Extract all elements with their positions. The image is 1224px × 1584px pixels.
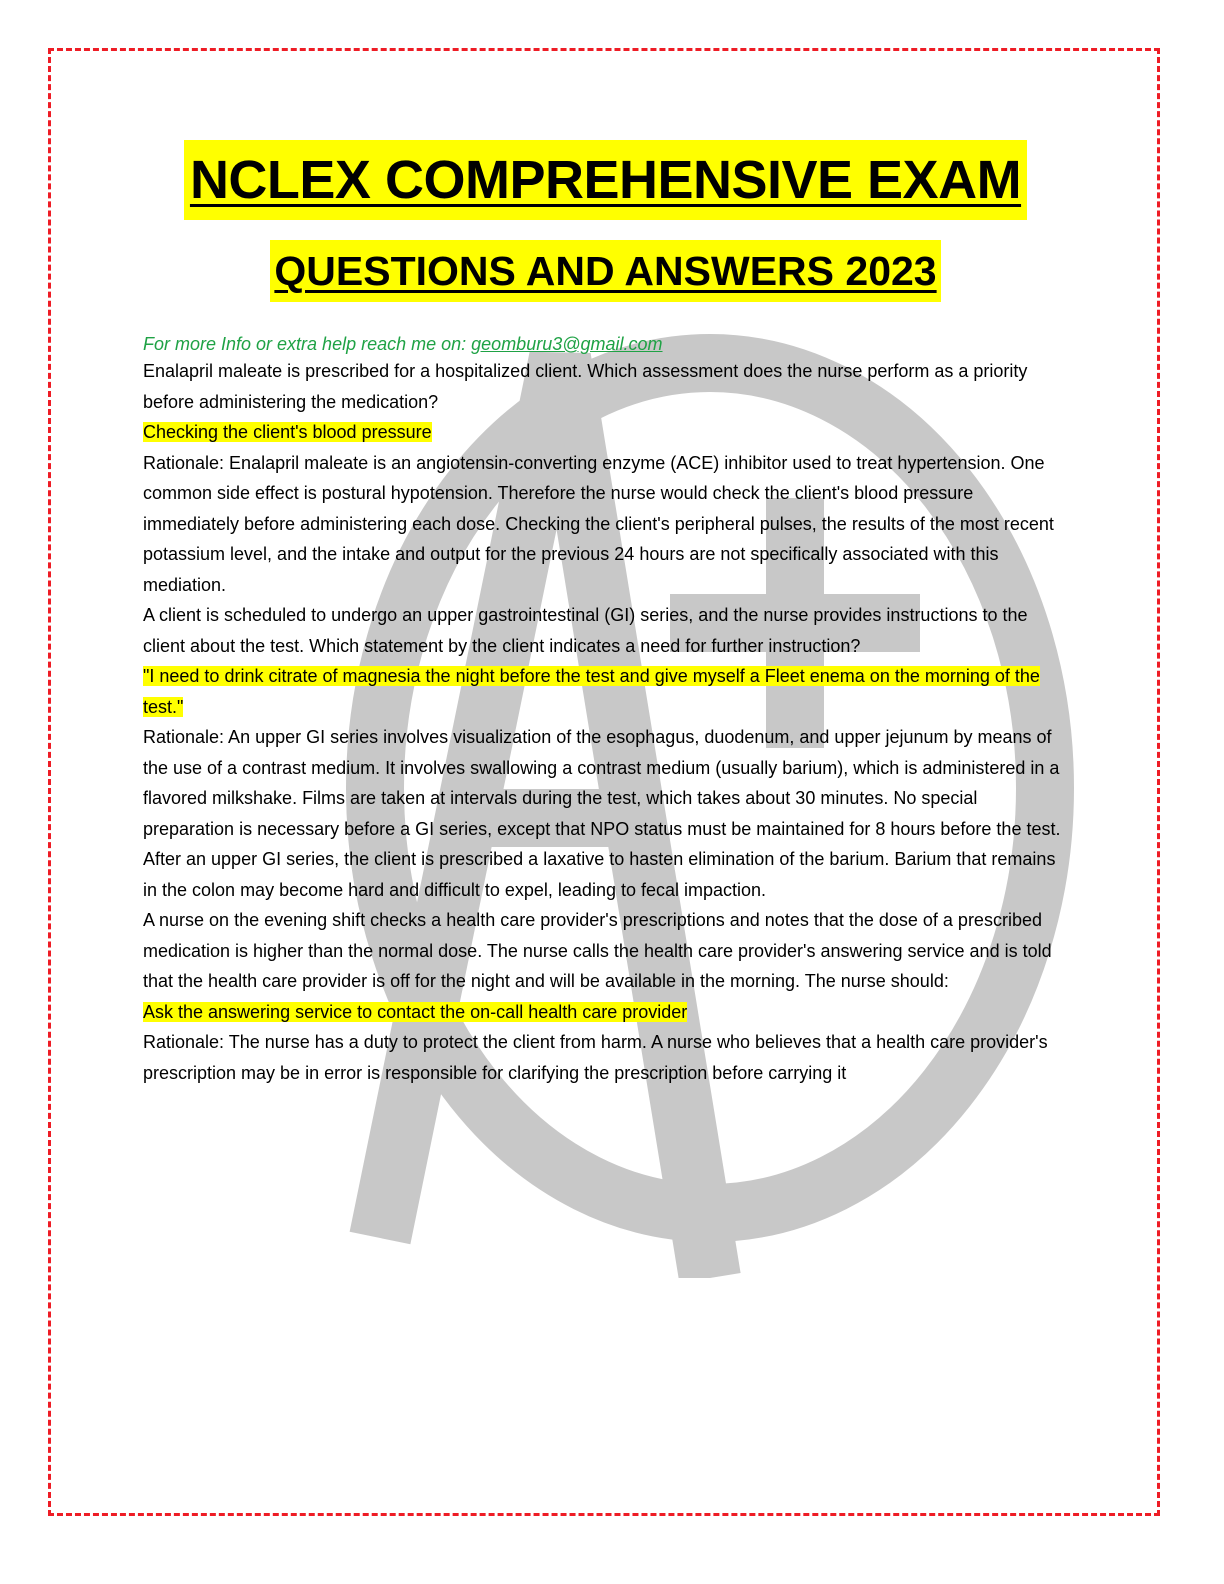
rationale-2: Rationale: An upper GI series involves visualization of the esophagus, duodenum, and upper jejunum by means of the use of a contrast medium. It involves swallowing a contrast medium (usually barium), which is administered in a flavored milkshake. Films are taken at intervals during the test, which takes about 30 minutes. No special preparation is necessary before a GI series, except that NPO status must be maintained for 8 hours before the test. After an upper GI series, the client is prescribed a laxative to hasten elimination of the barium. Barium that remains in the colon may become hard and difficult to expel, leading to fecal impaction.: [143, 727, 1061, 900]
question-1: Enalapril maleate is prescribed for a hospitalized client. Which assessment does the nurse perform as a priority before administering the medication?: [143, 361, 1028, 412]
rationale-1: Rationale: Enalapril maleate is an angiotensin-converting enzyme (ACE) inhibitor used to treat hypertension. One common side effect is postural hypotension. Therefore the nurse would check the client's blood pressure immediately before administering each dose. Checking the client's peripheral pulses, the results of the most recent potassium level, and the intake and output for the previous 24 hours are not specifically associated with this mediation.: [143, 452, 1054, 595]
answer-2-text: "I need to drink citrate of magnesia the night before the test and give myself a Fleet enema on the morning of the test.": [143, 666, 1040, 717]
contact-prefix: For more Info or extra help reach me on:: [143, 334, 472, 354]
answer-1-text: Checking the client's blood pressure: [143, 422, 432, 442]
question-3: A nurse on the evening shift checks a health care provider's prescriptions and notes that the dose of a prescribed medication is higher than the normal dose. The nurse calls the health care provider's answering service and is told that the health care provider is off for the night and will be available in the morning. The nurse should:: [143, 910, 1052, 991]
question-2: A client is scheduled to undergo an upper gastrointestinal (GI) series, and the nurse provides instructions to the client about the test. Which statement by the client indicates a need for further instruction?: [143, 605, 1028, 656]
document-title: NCLEX COMPREHENSIVE EXAM: [184, 140, 1027, 220]
document-content: [143, 140, 1068, 1088]
title-block: [143, 140, 1068, 220]
rationale-3: Rationale: The nurse has a duty to protect the client from harm. A nurse who believes that a health care provider's prescription may be in error is responsible for clarifying the prescription before carrying it: [143, 1032, 1048, 1083]
answer-3: [143, 997, 1068, 1028]
contact-email-link[interactable]: geomburu3@gmail.com: [471, 334, 663, 354]
answer-3-text: Ask the answering service to contact the on-call health care provider: [143, 1001, 688, 1022]
answer-1: [143, 417, 1068, 448]
answer-2: [143, 661, 1068, 722]
contact-line: [143, 332, 1068, 356]
document-subtitle: QUESTIONS AND ANSWERS 2023: [270, 240, 940, 302]
subtitle-block: [143, 220, 1068, 302]
